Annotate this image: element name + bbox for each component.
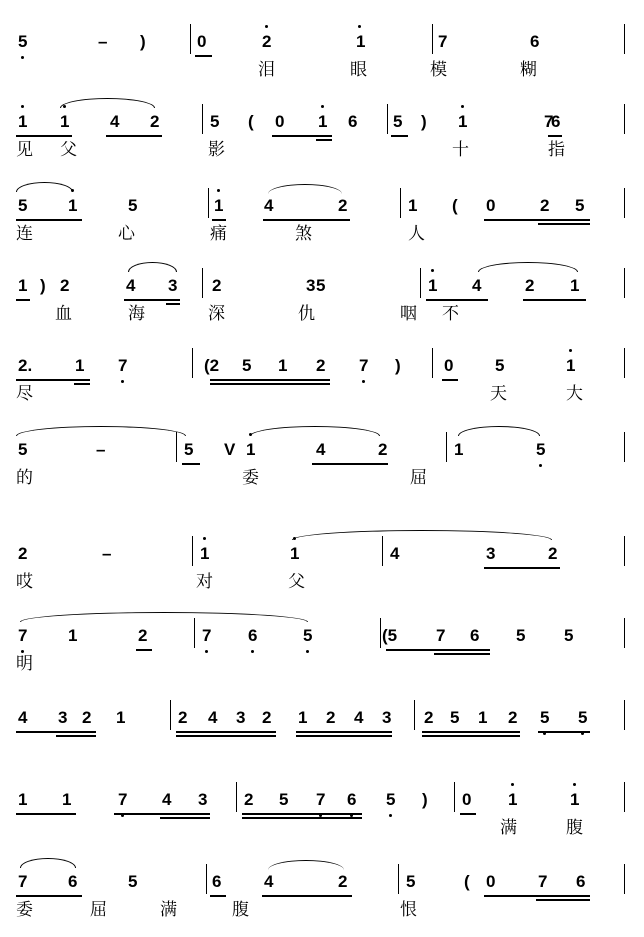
underline-beam xyxy=(460,813,476,815)
octave-dot-low xyxy=(350,814,353,817)
lyric-char: 痛 xyxy=(210,224,227,244)
jianpu-note: 1 xyxy=(318,112,328,131)
lyric-char: 指 xyxy=(548,140,565,160)
lyric-char: 血 xyxy=(55,304,72,324)
underline-beam xyxy=(16,135,72,137)
jianpu-note: 1 xyxy=(278,356,288,375)
jianpu-note: 4 xyxy=(208,708,218,727)
jianpu-note: 7 xyxy=(316,790,326,809)
lyric-char: 满 xyxy=(500,818,517,838)
slur-tie xyxy=(16,426,186,436)
jianpu-note: 5 xyxy=(495,356,505,375)
jianpu-note: 5 xyxy=(516,626,526,645)
score-system xyxy=(0,196,644,256)
jianpu-note: 3 xyxy=(58,708,68,727)
bar-line xyxy=(382,536,383,566)
octave-dot-low xyxy=(205,650,208,653)
bar-line xyxy=(624,700,625,730)
underline-beam xyxy=(242,813,362,815)
octave-dot-low xyxy=(539,464,542,467)
lyric-char: 满 xyxy=(160,900,177,920)
jianpu-note: 2 xyxy=(338,872,348,891)
jianpu-note: 6 xyxy=(576,872,586,891)
score-system xyxy=(0,112,644,172)
underline-beam xyxy=(296,731,392,733)
score-system xyxy=(0,872,644,932)
lyric-char: 咽 xyxy=(400,304,417,324)
jianpu-note: 6 xyxy=(551,112,561,131)
slur-tie xyxy=(128,262,177,272)
jianpu-note: 5 xyxy=(18,196,28,215)
jianpu-note: 0 xyxy=(275,112,285,131)
jianpu-note: 5 xyxy=(128,872,138,891)
jianpu-note: 5 xyxy=(540,708,550,727)
lyric-char: 哎 xyxy=(16,572,33,592)
octave-dot-high xyxy=(217,189,220,192)
octave-dot-low xyxy=(389,814,392,817)
jianpu-note: 4 xyxy=(390,544,400,563)
jianpu-note: 2 xyxy=(525,276,535,295)
lyric-char: 屈 xyxy=(410,468,427,488)
bar-line xyxy=(446,432,447,462)
octave-dot-low xyxy=(251,650,254,653)
jianpu-note: ( xyxy=(248,112,254,131)
jianpu-note: (2 xyxy=(204,356,220,375)
jianpu-note: 7 xyxy=(118,356,128,375)
score-system xyxy=(0,626,644,686)
jianpu-note: 0 xyxy=(486,196,496,215)
underline-beam xyxy=(160,817,210,819)
jianpu-note: 5 xyxy=(386,790,396,809)
underline-beam xyxy=(312,463,388,465)
jianpu-note: 1 xyxy=(60,112,70,131)
lyric-char: 十 xyxy=(452,140,469,160)
bar-line xyxy=(190,24,191,54)
underline-beam xyxy=(422,731,520,733)
jianpu-note: 1 xyxy=(62,790,72,809)
lyric-char: 父 xyxy=(288,572,305,592)
slur-tie xyxy=(16,182,73,192)
jianpu-note: 1 xyxy=(290,544,300,563)
jianpu-note: 1 xyxy=(408,196,418,215)
underline-beam xyxy=(536,899,590,901)
underline-beam xyxy=(296,735,392,737)
bar-line xyxy=(624,536,625,566)
lyric-char: 泪 xyxy=(258,60,275,80)
underline-beam xyxy=(242,817,362,819)
jianpu-note: 2. xyxy=(18,356,33,375)
score-system xyxy=(0,32,644,92)
jianpu-note: 2 xyxy=(540,196,550,215)
jianpu-note: 4 xyxy=(110,112,120,131)
octave-dot-low xyxy=(121,814,124,817)
octave-dot-high xyxy=(461,105,464,108)
lyric-char: 煞 xyxy=(295,224,312,244)
octave-dot-high xyxy=(358,25,361,28)
underline-beam xyxy=(434,653,490,655)
jianpu-note: 7 xyxy=(544,112,554,131)
jianpu-note: ( xyxy=(452,196,458,215)
lyric-char: 委 xyxy=(16,900,33,920)
octave-dot-low xyxy=(319,814,322,817)
octave-dot-low xyxy=(362,380,365,383)
jianpu-note: 5 xyxy=(128,196,138,215)
bar-line xyxy=(414,700,415,730)
underline-beam xyxy=(16,813,76,815)
jianpu-note: 1 xyxy=(356,32,366,51)
underline-beam xyxy=(74,383,90,385)
lyric-char: 眼 xyxy=(350,60,367,80)
jianpu-note: 2 xyxy=(150,112,160,131)
jianpu-note: 6 xyxy=(348,112,358,131)
octave-dot-high xyxy=(573,783,576,786)
underline-beam xyxy=(56,735,96,737)
underline-beam xyxy=(16,299,30,301)
bar-line xyxy=(624,348,625,378)
underline-beam xyxy=(484,895,590,897)
lyric-char: 天 xyxy=(490,384,507,404)
jianpu-note: 3 xyxy=(306,276,316,295)
bar-line xyxy=(624,618,625,648)
jianpu-note: 2 xyxy=(424,708,434,727)
octave-dot-low xyxy=(21,650,24,653)
underline-beam xyxy=(210,379,330,381)
jianpu-note: – xyxy=(102,544,112,563)
lyric-char: 深 xyxy=(208,304,225,324)
slur-tie xyxy=(458,426,540,436)
slur-arc xyxy=(268,860,344,870)
jianpu-note: 7 xyxy=(438,32,448,51)
slur-tie xyxy=(20,858,76,868)
underline-beam xyxy=(548,135,562,137)
score-system xyxy=(0,356,644,416)
octave-dot-low xyxy=(581,732,584,735)
jianpu-note: V xyxy=(224,440,236,459)
jianpu-note: 2 xyxy=(508,708,518,727)
underline-beam xyxy=(114,813,210,815)
jianpu-note: 5 xyxy=(393,112,403,131)
lyric-char: 海 xyxy=(128,304,145,324)
underline-beam xyxy=(16,731,96,733)
bar-line xyxy=(206,864,207,894)
underline-beam xyxy=(16,895,82,897)
bar-line xyxy=(380,618,381,648)
octave-dot-high xyxy=(21,105,24,108)
jianpu-note: 4 xyxy=(472,276,482,295)
lyric-char: 腹 xyxy=(566,818,583,838)
lyric-char: 尽 xyxy=(16,384,33,404)
lyric-char: 恨 xyxy=(400,900,417,920)
jianpu-note: 5 xyxy=(279,790,289,809)
jianpu-note: 5 xyxy=(242,356,252,375)
jianpu-note: 2 xyxy=(18,544,28,563)
bar-line xyxy=(624,24,625,54)
bar-line xyxy=(432,24,433,54)
lyric-char: 模 xyxy=(430,60,447,80)
jianpu-note: 1 xyxy=(566,356,576,375)
underline-beam xyxy=(16,219,82,221)
bar-line xyxy=(192,348,193,378)
jianpu-note: 1 xyxy=(214,196,224,215)
score-system xyxy=(0,790,644,850)
jianpu-note: 2 xyxy=(244,790,254,809)
underline-beam xyxy=(422,735,520,737)
jianpu-note: 1 xyxy=(428,276,438,295)
underline-beam xyxy=(442,379,458,381)
bar-line xyxy=(170,700,171,730)
jianpu-note: 0 xyxy=(444,356,454,375)
jianpu-note: 1 xyxy=(18,112,28,131)
lyric-char: 大 xyxy=(566,384,583,404)
jianpu-note: 5 xyxy=(184,440,194,459)
jianpu-note: 0 xyxy=(197,32,207,51)
bar-line xyxy=(192,536,193,566)
bar-line xyxy=(202,104,203,134)
jianpu-note: 4 xyxy=(264,196,274,215)
octave-dot-high xyxy=(321,105,324,108)
score-system xyxy=(0,276,644,336)
octave-dot-low xyxy=(21,56,24,59)
lyric-char: 委 xyxy=(242,468,259,488)
slur-tie xyxy=(292,530,552,540)
bar-line xyxy=(432,348,433,378)
jianpu-note: 4 xyxy=(18,708,28,727)
jianpu-note: 5 xyxy=(18,32,28,51)
jianpu-note: 6 xyxy=(470,626,480,645)
jianpu-note: 2 xyxy=(548,544,558,563)
underline-beam xyxy=(316,139,332,141)
jianpu-note: ) xyxy=(422,790,428,809)
lyric-char: 屈 xyxy=(90,900,107,920)
lyric-char: 糊 xyxy=(520,60,537,80)
jianpu-note: 5 xyxy=(210,112,220,131)
jianpu-note: 5 xyxy=(406,872,416,891)
jianpu-note: 1 xyxy=(18,276,28,295)
bar-line xyxy=(202,268,203,298)
underline-beam xyxy=(176,731,276,733)
jianpu-note: 4 xyxy=(162,790,172,809)
jianpu-note: 3 xyxy=(168,276,178,295)
bar-line xyxy=(208,188,209,218)
jianpu-note: 5 xyxy=(575,196,585,215)
slur-tie xyxy=(478,262,578,272)
octave-dot-high xyxy=(203,537,206,540)
jianpu-note: 1 xyxy=(68,626,78,645)
underline-beam xyxy=(176,735,276,737)
octave-dot-high xyxy=(511,783,514,786)
jianpu-note: ) xyxy=(40,276,46,295)
jianpu-note: 1 xyxy=(116,708,126,727)
jianpu-note: 6 xyxy=(530,32,540,51)
jianpu-note: 1 xyxy=(68,196,78,215)
underline-beam xyxy=(210,383,330,385)
lyric-char: 见 xyxy=(16,140,33,160)
score-system xyxy=(0,544,644,604)
lyric-char: 连 xyxy=(16,224,33,244)
underline-beam xyxy=(16,379,90,381)
jianpu-note: ) xyxy=(395,356,401,375)
jianpu-note: 1 xyxy=(298,708,308,727)
bar-line xyxy=(624,268,625,298)
jianpu-note: 2 xyxy=(82,708,92,727)
bar-line xyxy=(420,268,421,298)
jianpu-note: – xyxy=(96,440,106,459)
bar-line xyxy=(236,782,237,812)
bar-line xyxy=(387,104,388,134)
underline-beam xyxy=(391,135,408,137)
jianpu-note: 4 xyxy=(264,872,274,891)
lyric-char: 不 xyxy=(442,304,459,324)
bar-line xyxy=(624,104,625,134)
underline-beam xyxy=(106,135,162,137)
lyric-char: 人 xyxy=(408,224,425,244)
jianpu-note: 4 xyxy=(354,708,364,727)
jianpu-note: 1 xyxy=(508,790,518,809)
jianpu-note: 5 xyxy=(303,626,313,645)
jianpu-note: 2 xyxy=(262,32,272,51)
slur-tie xyxy=(60,98,155,108)
underline-beam xyxy=(124,299,180,301)
bar-line xyxy=(176,432,177,462)
underline-beam xyxy=(262,895,352,897)
jianpu-note: 5 xyxy=(536,440,546,459)
underline-beam xyxy=(484,567,560,569)
underline-beam xyxy=(386,649,490,651)
lyric-char: 的 xyxy=(16,468,33,488)
lyric-char: 心 xyxy=(118,224,135,244)
jianpu-note: 7 xyxy=(538,872,548,891)
jianpu-note: 7 xyxy=(359,356,369,375)
jianpu-note: 1 xyxy=(200,544,210,563)
jianpu-note: 2 xyxy=(60,276,70,295)
jianpu-note: 2 xyxy=(326,708,336,727)
slur-arc xyxy=(268,184,342,194)
octave-dot-low xyxy=(543,732,546,735)
jianpu-note: 1 xyxy=(454,440,464,459)
jianpu-note: 2 xyxy=(338,196,348,215)
jianpu-note: 6 xyxy=(347,790,357,809)
jianpu-note: 2 xyxy=(212,276,222,295)
bar-line xyxy=(624,864,625,894)
underline-beam xyxy=(212,219,226,221)
jianpu-note: 1 xyxy=(458,112,468,131)
octave-dot-high xyxy=(265,25,268,28)
jianpu-note: 5 xyxy=(18,440,28,459)
underline-beam xyxy=(272,135,332,137)
underline-beam xyxy=(426,299,488,301)
jianpu-note: ) xyxy=(421,112,427,131)
underline-beam xyxy=(182,463,200,465)
bar-line xyxy=(624,432,625,462)
octave-dot-low xyxy=(121,380,124,383)
octave-dot-high xyxy=(569,349,572,352)
jianpu-note: 2 xyxy=(378,440,388,459)
jianpu-note: 5 xyxy=(578,708,588,727)
bar-line xyxy=(400,188,401,218)
underline-beam xyxy=(523,299,586,301)
underline-beam xyxy=(210,895,226,897)
bar-line xyxy=(194,618,195,648)
bar-line xyxy=(398,864,399,894)
jianpu-note: 7 xyxy=(18,872,28,891)
jianpu-note: 7 xyxy=(118,790,128,809)
jianpu-note: 4 xyxy=(126,276,136,295)
jianpu-note: 1 xyxy=(246,440,256,459)
underline-beam xyxy=(484,219,590,221)
jianpu-note: 4 xyxy=(316,440,326,459)
jianpu-note: 2 xyxy=(178,708,188,727)
jianpu-note: 7 xyxy=(202,626,212,645)
jianpu-note: 0 xyxy=(462,790,472,809)
jianpu-note: 3 xyxy=(486,544,496,563)
octave-dot-low xyxy=(306,650,309,653)
jianpu-note: 3 xyxy=(198,790,208,809)
slur-tie xyxy=(250,426,380,436)
octave-dot-high xyxy=(431,269,434,272)
bar-line xyxy=(624,782,625,812)
jianpu-note: – xyxy=(98,32,108,51)
lyric-char: 父 xyxy=(60,140,77,160)
jianpu-note: 2 xyxy=(262,708,272,727)
lyric-char: 明 xyxy=(16,654,33,674)
jianpu-note: 2 xyxy=(316,356,326,375)
lyric-char: 腹 xyxy=(232,900,249,920)
underline-beam xyxy=(136,649,152,651)
jianpu-note: 2 xyxy=(138,626,148,645)
jianpu-note: 5 xyxy=(316,276,326,295)
bar-line xyxy=(454,782,455,812)
jianpu-note: 0 xyxy=(486,872,496,891)
score-system xyxy=(0,440,644,500)
jianpu-note: ( xyxy=(464,872,470,891)
jianpu-note: 6 xyxy=(68,872,78,891)
underline-beam xyxy=(538,223,590,225)
underline-beam xyxy=(263,219,350,221)
score-system xyxy=(0,708,644,768)
slur-tie xyxy=(20,612,308,622)
jianpu-note: 7 xyxy=(18,626,28,645)
jianpu-note: 3 xyxy=(382,708,392,727)
jianpu-note: 3 xyxy=(236,708,246,727)
jianpu-note: (5 xyxy=(382,626,398,645)
jianpu-note: 1 xyxy=(570,790,580,809)
bar-line xyxy=(624,188,625,218)
jianpu-note: 6 xyxy=(248,626,258,645)
jianpu-note: 7 xyxy=(436,626,446,645)
jianpu-note: ) xyxy=(140,32,146,51)
jianpu-note: 5 xyxy=(450,708,460,727)
jianpu-note: 1 xyxy=(18,790,28,809)
lyric-char: 影 xyxy=(208,140,225,160)
jianpu-note: 5 xyxy=(564,626,574,645)
jianpu-note: 6 xyxy=(212,872,222,891)
lyric-char: 对 xyxy=(196,572,213,592)
jianpu-note: 1 xyxy=(75,356,85,375)
lyric-char: 仇 xyxy=(298,304,315,324)
jianpu-note: 1 xyxy=(570,276,580,295)
jianpu-note: 1 xyxy=(478,708,488,727)
underline-beam xyxy=(195,55,212,57)
underline-beam xyxy=(166,303,180,305)
